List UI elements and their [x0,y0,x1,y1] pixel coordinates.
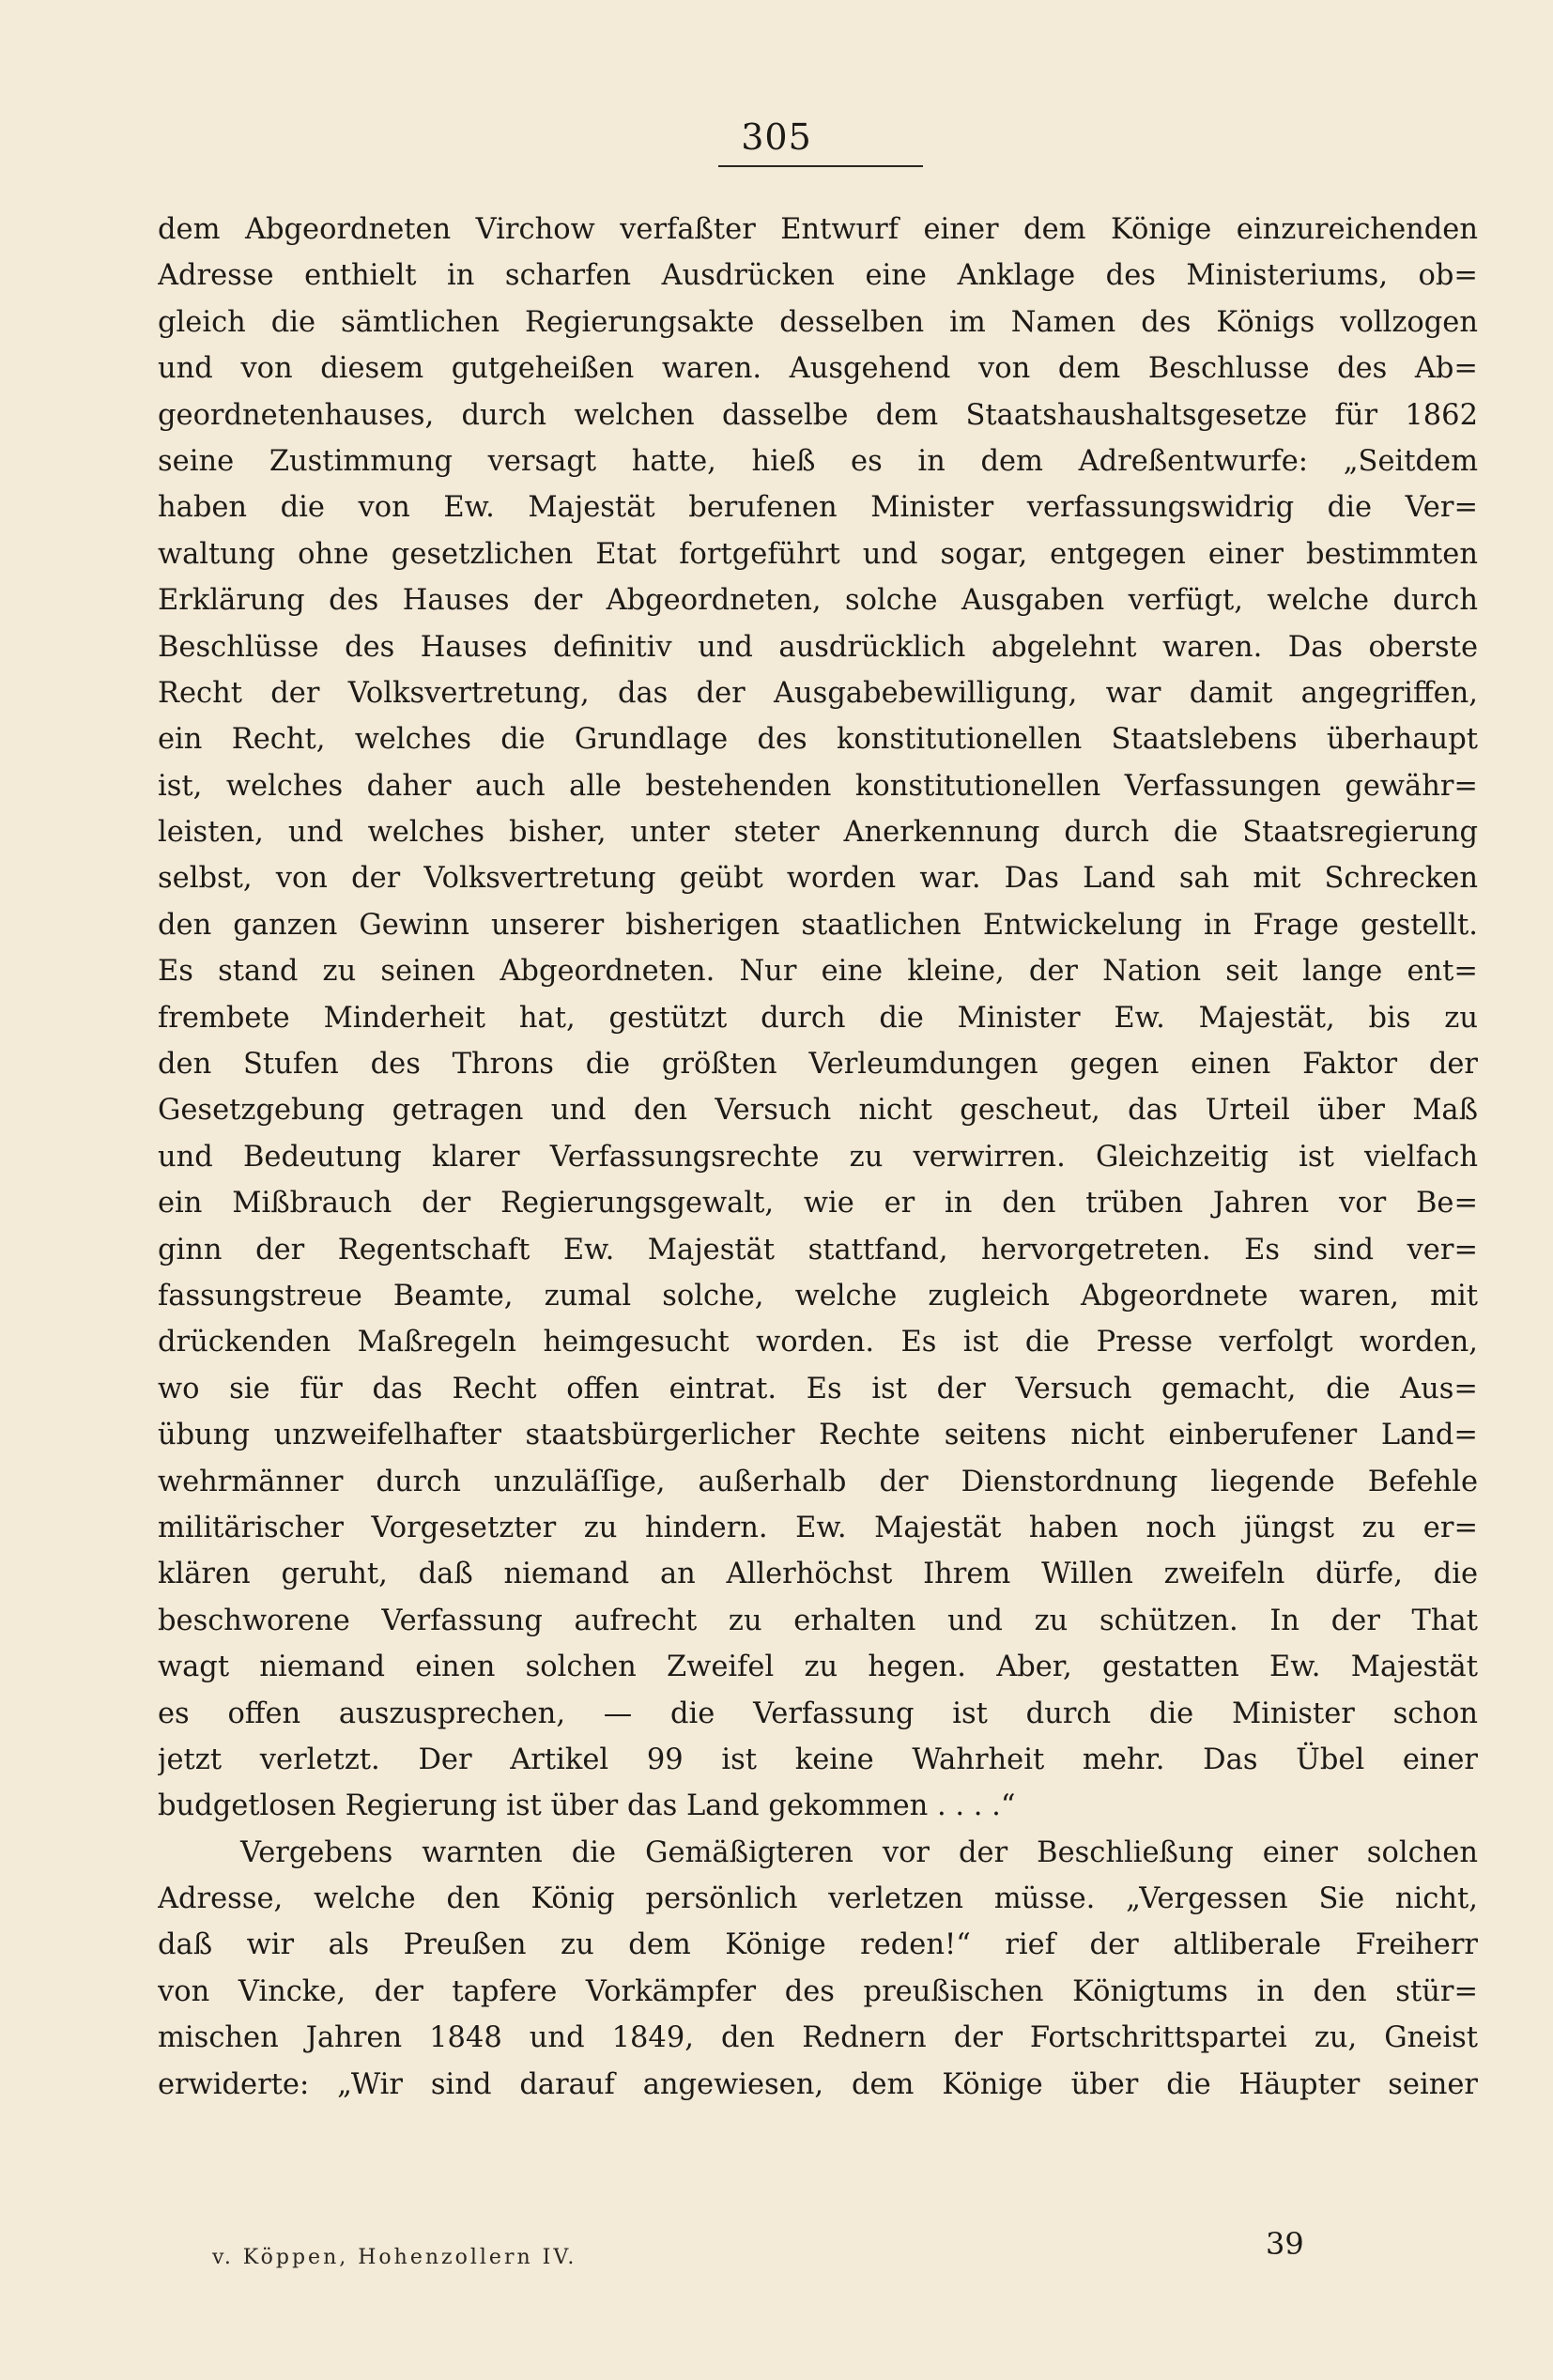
text-line: und von diesem gutgeheißen waren. Ausgehend von dem Beschlusse des Ab= [158,352,1478,386]
body-text [158,207,1478,2108]
text-line: wagt niemand einen solchen Zweifel zu hegen. Aber, gestatten Ew. Majestät [158,1651,1478,1684]
text-line: fassungstreue Beamte, zumal solche, welche zugleich Abgeordnete waren, mit [158,1279,1478,1313]
text-line: ein Recht, welches die Grundlage des konstitutionellen Staatslebens überhaupt [158,723,1478,757]
text-line: waltung ohne gesetzlichen Etat fortgeführt und sogar, entgegen einer bestimmten [158,537,1478,571]
text-line: haben die von Ew. Majestät berufenen Minister verfassungswidrig die Ver= [158,491,1478,525]
text-line: übung unzweifelhafter staatsbürgerlicher Rechte seitens nicht einberufener Land= [158,1419,1478,1452]
text-line: ein Mißbrauch der Regierungsgewalt, wie er in den trüben Jahren vor Be= [158,1187,1478,1221]
text-line: von Vincke, der tapfere Vorkämpfer des preußischen Königtums in den stür= [158,1974,1478,2008]
text-line: ginn der Regentschaft Ew. Majestät stattfand, hervorgetreten. Es sind ver= [158,1233,1478,1267]
text-line: gleich die sämtlichen Regierungsakte desselben im Namen des Königs vollzogen [158,305,1478,339]
text-line: den Stufen des Throns die größten Verleumdungen gegen einen Faktor der [158,1048,1478,1082]
text-line: klären geruht, daß niemand an Allerhöchst Ihrem Willen zweifeln dürfe, die [158,1558,1478,1591]
text-line: budgetlosen Regierung ist über das Land gekommen . . . .“ [158,1789,1016,1823]
paragraph-2 [158,1830,1478,2108]
text-line: militärischer Vorgesetzter zu hindern. Ew. Majestät haben noch jüngst zu er= [158,1511,1478,1544]
text-line: Beschlüsse des Hauses definitiv und ausdrücklich abgelehnt waren. Das oberste [158,630,1478,664]
text-line: erwiderte: „Wir sind darauf angewiesen, dem Könige über die Häupter seiner [158,2067,1478,2101]
footer-signature: v. Köppen, Hohenzollern IV. [212,2246,577,2269]
text-line: ist, welches daher auch alle bestehenden konstitutionellen Verfassungen gewähr= [158,769,1478,803]
page-number: 305 [741,116,812,158]
text-line: Adresse, welche den König persönlich verletzen müsse. „Vergessen Sie nicht, [158,1882,1478,1916]
sheet-number: 39 [1266,2226,1304,2262]
paragraph-1 [158,207,1478,1830]
text-line: drückenden Maßregeln heimgesucht worden. Es ist die Presse verfolgt worden, [158,1326,1478,1359]
header-rule [718,165,923,167]
text-line: Gesetzgebung getragen und den Versuch nicht gescheut, das Urteil über Maß [158,1094,1478,1128]
text-line: leisten, und welches bisher, unter steter Anerkennung durch die Staatsregierung [158,816,1478,850]
text-line: wo sie für das Recht offen eintrat. Es ist der Versuch gemacht, die Aus= [158,1372,1478,1405]
text-line: es offen auszusprechen, — die Verfassung ist durch die Minister schon [158,1697,1478,1730]
text-line: Vergebens warnten die Gemäßigteren vor der Beschließung einer solchen [240,1835,1478,1869]
text-line: Adresse enthielt in scharfen Ausdrücken eine Anklage des Ministeriums, ob= [158,259,1478,293]
text-line: mischen Jahren 1848 und 1849, den Rednern der Fortschrittspartei zu, Gneist [158,2021,1478,2055]
text-line: dem Abgeordneten Virchow verfaßter Entwurf einer dem Könige einzureichenden [158,213,1478,246]
text-line: Recht der Volksvertretung, das der Ausgabebewilligung, war damit angegriffen, [158,676,1478,710]
text-line: Es stand zu seinen Abgeordneten. Nur eine kleine, der Nation seit lange ent= [158,955,1478,989]
text-line: seine Zustimmung versagt hatte, hieß es in dem Adreßentwurfe: „Seitdem [158,444,1478,478]
text-line: und Bedeutung klarer Verfassungsrechte zu verwirren. Gleichzeitig ist vielfach [158,1140,1478,1174]
text-line: jetzt verletzt. Der Artikel 99 ist keine Wahrheit mehr. Das Übel einer [158,1743,1478,1776]
text-line: wehrmänner durch unzuläſſige, außerhalb der Dienstordnung liegende Befehle [158,1465,1478,1498]
text-line: geordnetenhauses, durch welchen dasselbe dem Staatshaushaltsgesetze für 1862 [158,398,1478,432]
text-line: daß wir als Preußen zu dem Könige reden!“ rief der altliberale Freiherr [158,1928,1478,1962]
text-line: frembete Minderheit hat, gestützt durch die Minister Ew. Majestät, bis zu [158,1001,1478,1035]
text-line: Erklärung des Hauses der Abgeordneten, solche Ausgaben verfügt, welche durch [158,584,1478,618]
text-line: selbst, von der Volksvertretung geübt worden war. Das Land sah mit Schrecken [158,862,1478,896]
text-line: den ganzen Gewinn unserer bisherigen staatlichen Entwickelung in Frage gestellt. [158,908,1478,942]
text-line: beschworene Verfassung aufrecht zu erhalten und zu schützen. In der That [158,1604,1478,1637]
